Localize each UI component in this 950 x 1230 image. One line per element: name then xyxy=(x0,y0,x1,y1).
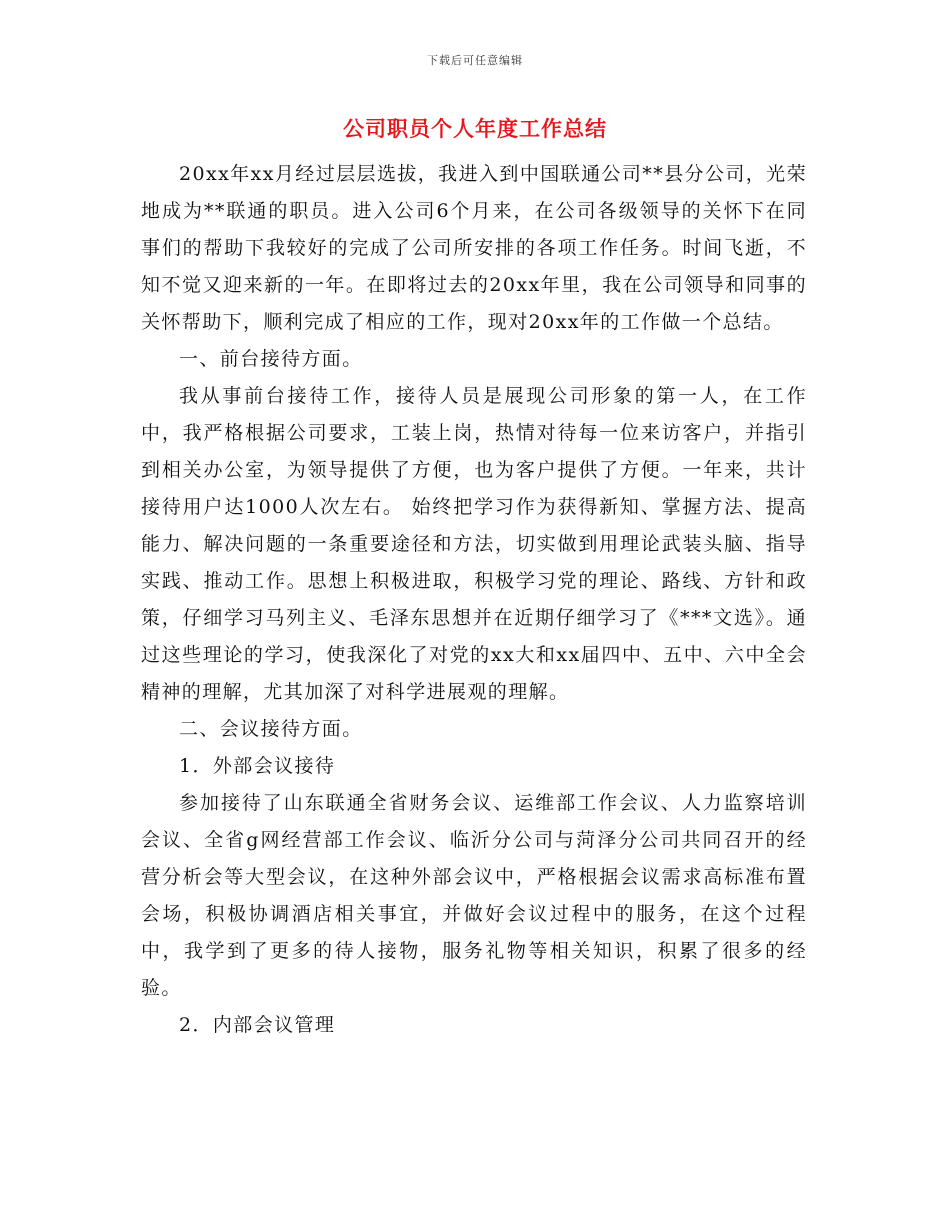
page-header-note: 下载后可任意编辑 xyxy=(427,54,523,67)
paragraph-external-meetings: 参加接待了山东联通全省财务会议、运维部工作会议、人力监察培训会议、全省g网经营部工作会议、临沂分公司与菏泽分公司共同召开的经营分析会等大型会议，在这种外部会议中，严格根据会议需求高标准布置会场，积极协调酒店相关事宜，并做好会议过程中的服务，在这个过程中，我学到了更多的待人接物，服务礼物等相关知识，积累了很多的经验。 xyxy=(141,792,807,999)
subheading-internal-meetings: 2．内部会议管理 xyxy=(179,1014,336,1036)
document-title: 公司职员个人年度工作总结 xyxy=(343,116,607,141)
paragraph-intro: 20xx年xx月经过层层选拔，我进入到中国联通公司**县分公司，光荣地成为**联通的职员。进入公司6个月来，在公司各级领导的关怀下在同事们的帮助下我较好的完成了公司所安排的各项工作任务。时间飞逝，不知不觉又迎来新的一年。在即将过去的20xx年里，我在公司领导和同事的关怀帮助下，顺利完成了相应的工作，现对20xx年的工作做一个总结。 xyxy=(141,163,807,333)
section-heading-meetings: 二、会议接待方面。 xyxy=(179,718,363,740)
document-body xyxy=(141,156,807,1044)
subheading-external-meetings: 1．外部会议接待 xyxy=(179,755,336,777)
section-heading-reception: 一、前台接待方面。 xyxy=(179,348,363,370)
paragraph-reception: 我从事前台接待工作，接待人员是展现公司形象的第一人，在工作中，我严格根据公司要求，工装上岗，热情对待每一位来访客户，并指引到相关办公室，为领导提供了方便，也为客户提供了方便。一年来，共计接待用户达1000人次左右。 始终把学习作为获得新知、掌握方法、提高能力、解决问题的一条重要途径和方法，切实做到用理论武装头脑、指导实践、推动工作。思想上积极进取，积极学习党的理论、路线、方针和政策，仔细学习马列主义、毛泽东思想并在近期仔细学习了《***文选》。通过这些理论的学习，使我深化了对党的xx大和xx届四中、五中、六中全会精神的理解，尤其加深了对科学进展观的理解。 xyxy=(141,385,807,703)
